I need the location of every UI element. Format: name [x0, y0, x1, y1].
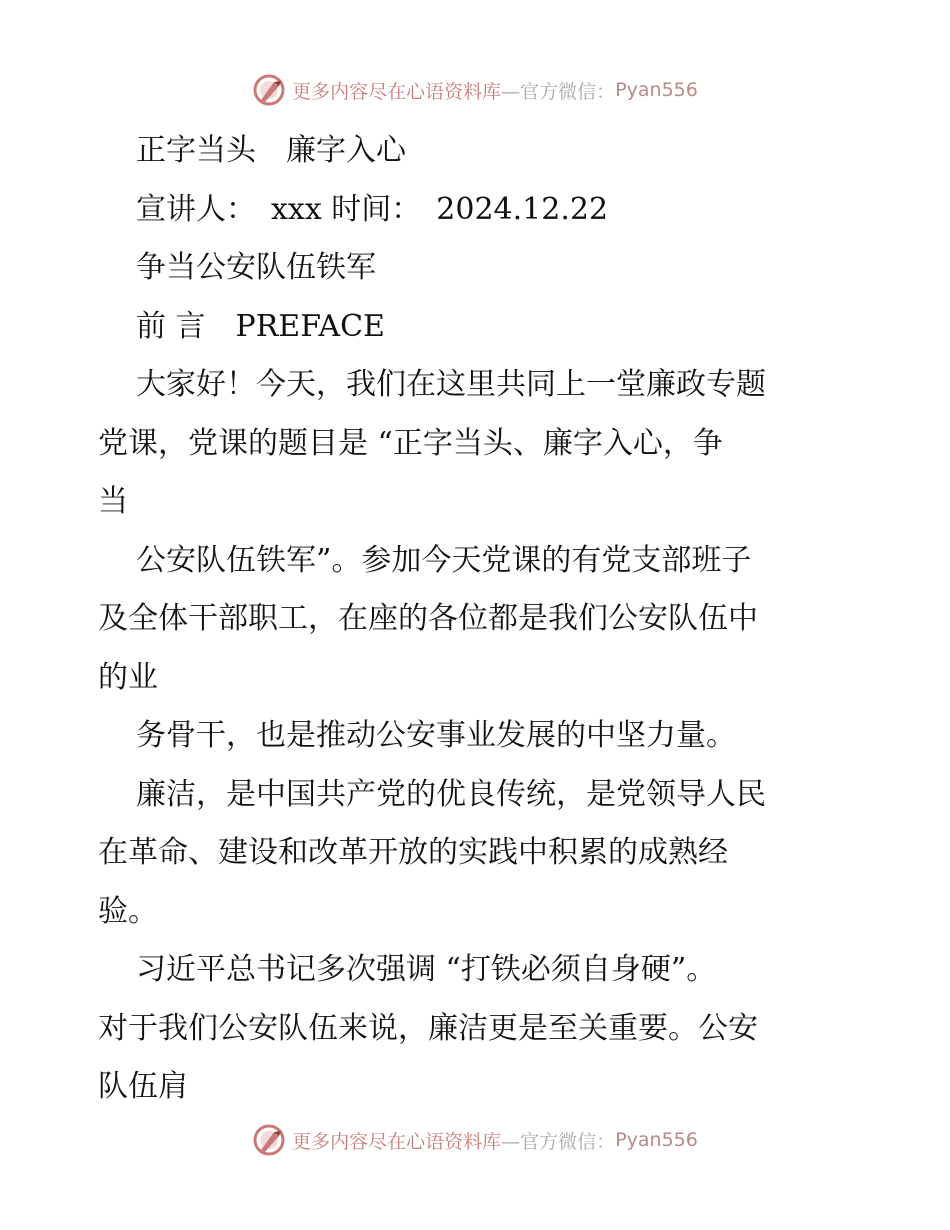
watermark-site-name: 更多内容尽在心语资料库: [292, 80, 502, 103]
document-body: [98, 122, 858, 1117]
text-line: 正字当头 廉字入心: [136, 133, 406, 168]
text-line: 习近平总书记多次强调 “打铁必须自身硬”。: [136, 952, 717, 987]
text-line: 队伍肩: [98, 1069, 188, 1104]
text-line: 在革命、建设和改革开放的实践中积累的成熟经: [98, 835, 728, 870]
text-line: 党课，党课的题目是 “正字当头、廉字入心，争: [98, 425, 723, 461]
text-line: 大家好！今天，我们在这里共同上一堂廉政专题: [136, 367, 766, 402]
text-line: 公安队伍铁军”。参加今天党课的有党支部班子: [136, 542, 752, 578]
text-line: 验。: [98, 893, 158, 929]
text-line: 当: [98, 484, 128, 519]
watermark-site-name: 更多内容尽在心语资料库: [292, 1130, 502, 1153]
text-line: 宣讲人： xxx 时间： 2024.12.22: [136, 191, 609, 227]
text-line: 前 言 PREFACE: [136, 308, 385, 344]
text-line: 及全体干部职工，在座的各位都是我们公安队伍中: [98, 601, 758, 636]
watermark-wechat-label: —官方微信：: [501, 80, 616, 103]
watermark-wechat-label: —官方微信：: [501, 1130, 616, 1153]
text-line: 争当公安队伍铁军: [136, 250, 376, 285]
text-line: 对于我们公安队伍来说，廉洁更是至关重要。公安: [98, 1010, 758, 1046]
watermark-wechat-id: Pyan556: [615, 1129, 698, 1151]
header-watermark: [0, 70, 950, 110]
pen-nib-logo-icon: [252, 1123, 286, 1157]
watermark-wechat-id: Pyan556: [615, 79, 698, 101]
footer-watermark: [0, 1120, 950, 1160]
text-line: 廉洁，是中国共产党的优良传统，是党领导人民: [136, 776, 766, 812]
pen-nib-logo-icon: [252, 73, 286, 107]
text-line: 务骨干，也是推动公安事业发展的中坚力量。: [136, 718, 736, 753]
text-line: 的业: [98, 659, 158, 695]
